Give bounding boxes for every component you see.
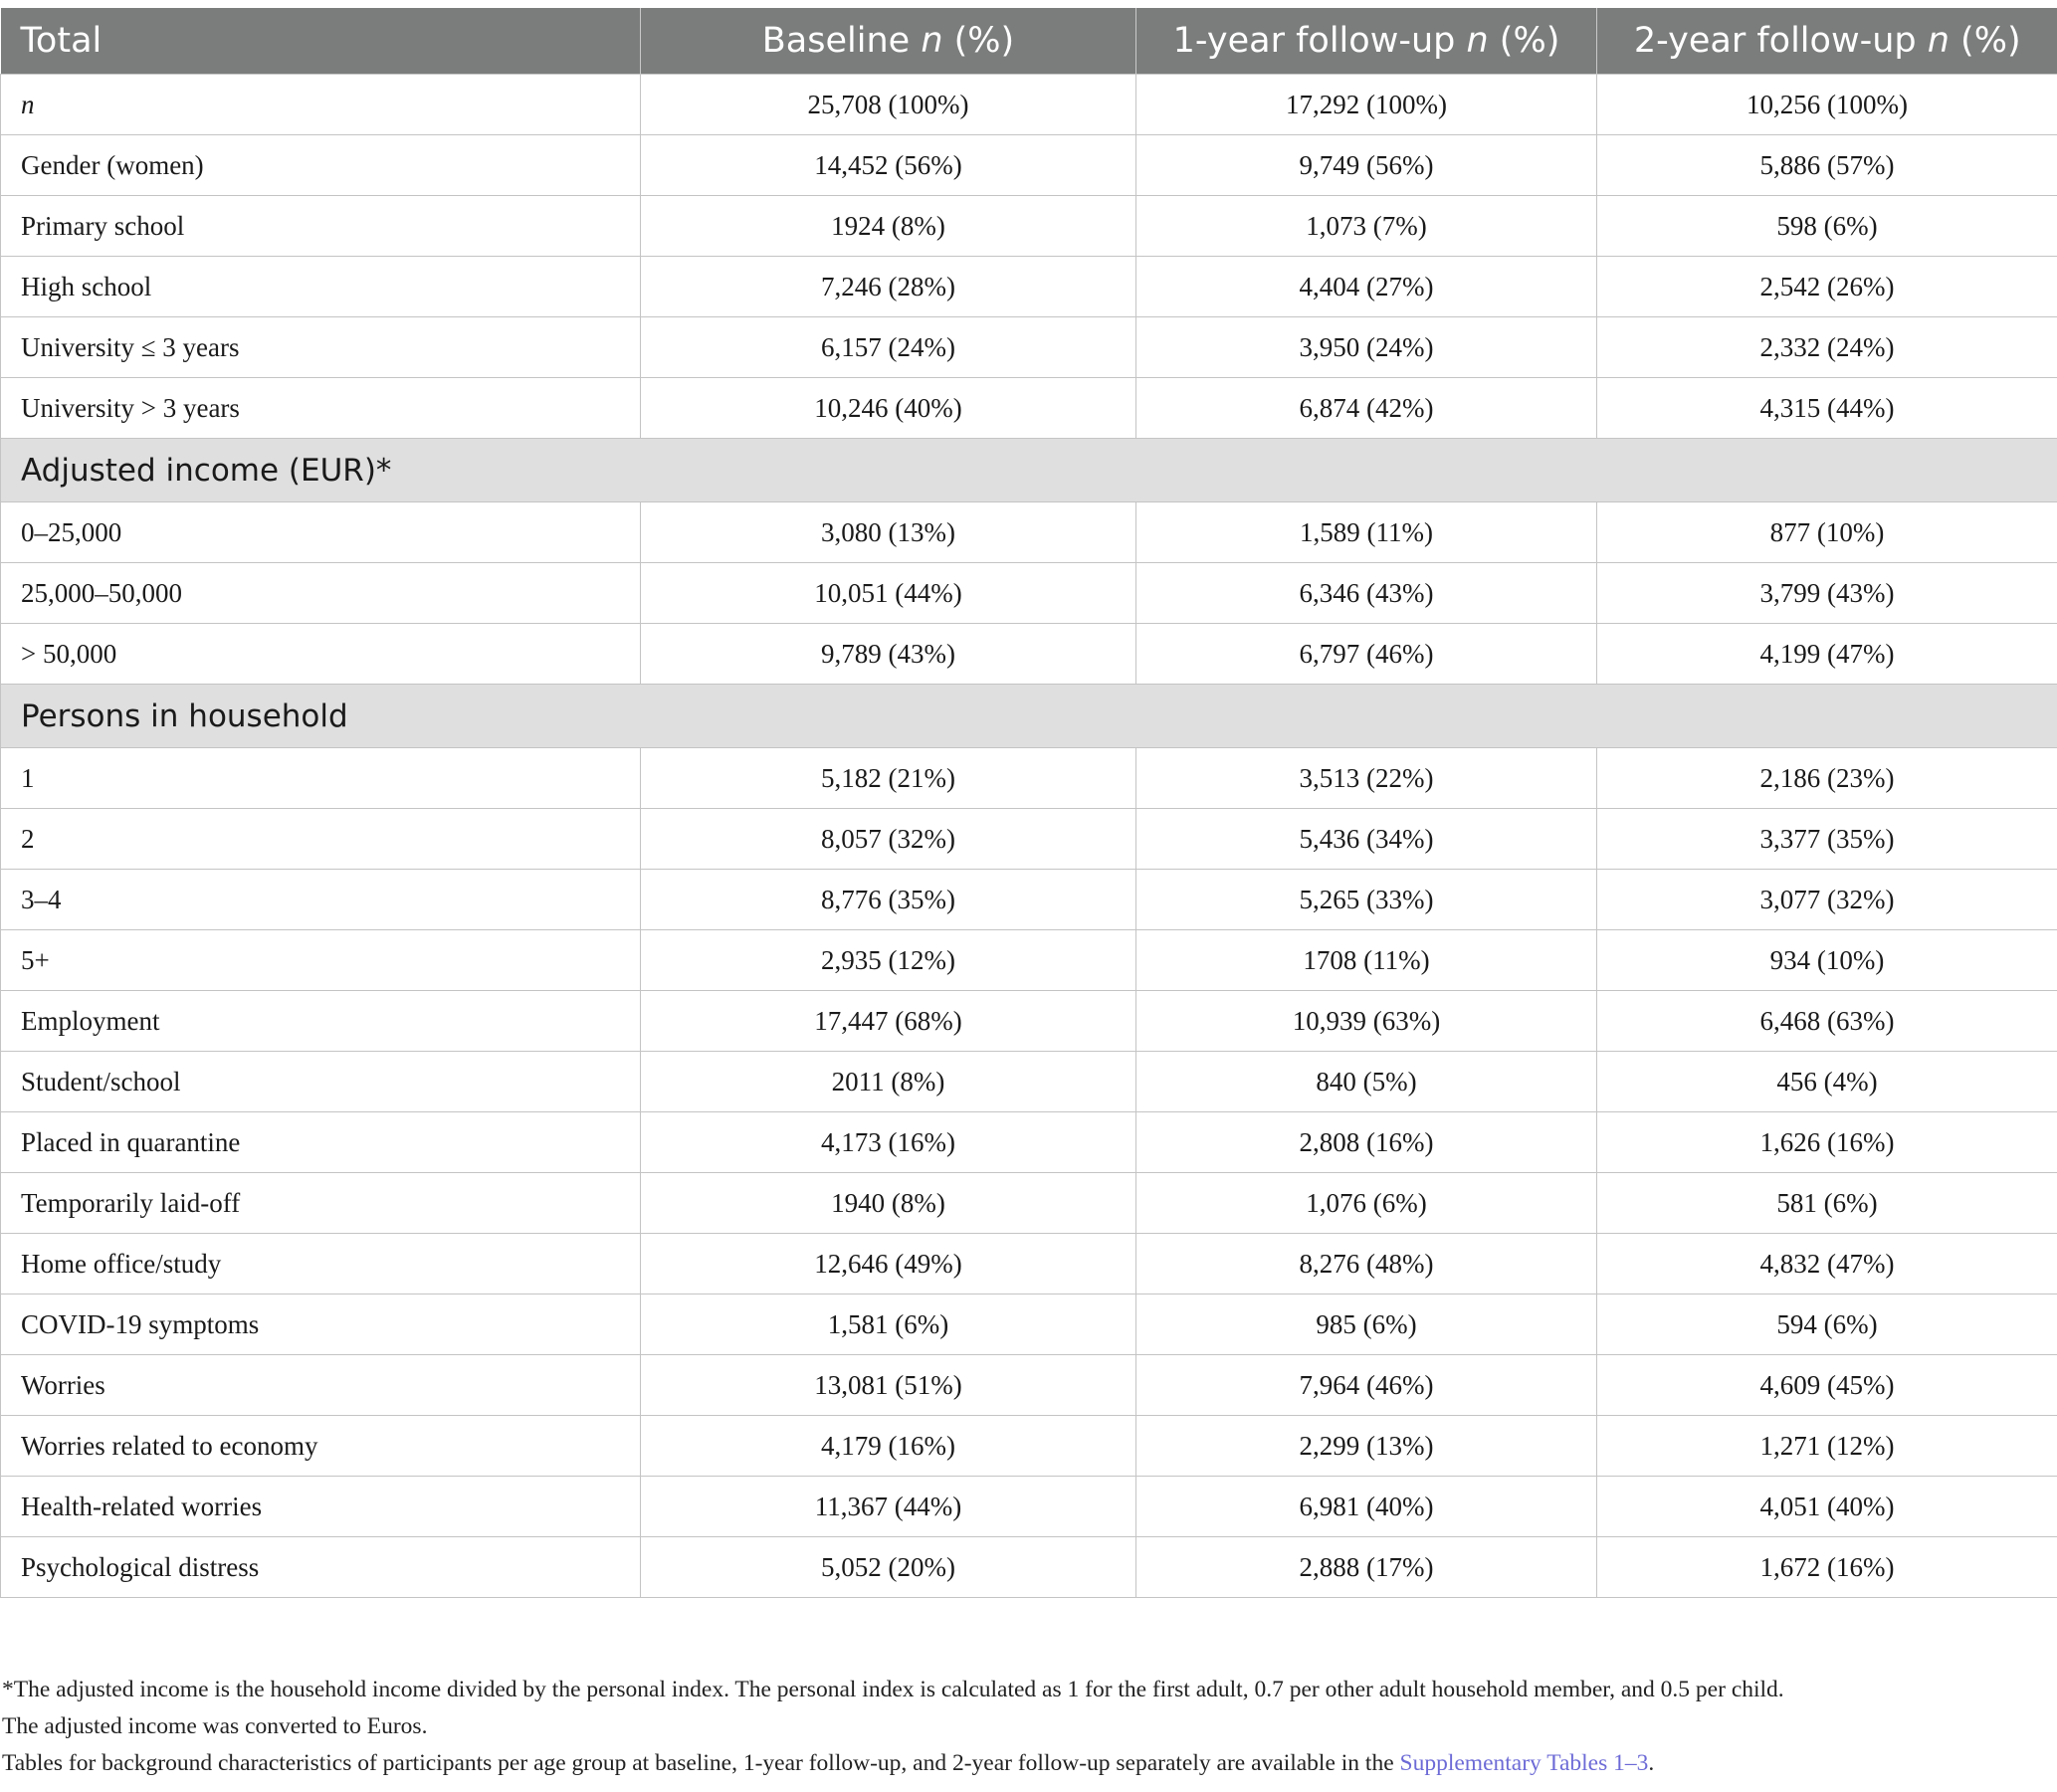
table-row: [1, 1416, 2057, 1477]
baseline-value: 5,052 (20%): [641, 1537, 1136, 1598]
background-characteristics-table: [0, 8, 2057, 1598]
baseline-value: 1,581 (6%): [641, 1294, 1136, 1355]
baseline-value: 10,246 (40%): [641, 378, 1136, 439]
row-label: Gender (women): [1, 135, 641, 196]
table-row: [1, 991, 2057, 1052]
baseline-value: 10,051 (44%): [641, 563, 1136, 624]
row-label: Placed in quarantine: [1, 1112, 641, 1173]
row-label: 1: [1, 748, 641, 809]
one-year-value: 985 (6%): [1136, 1294, 1597, 1355]
table-row: [1, 378, 2057, 439]
header-n-symbol: n: [1466, 21, 1489, 61]
table-row: [1, 75, 2057, 135]
two-year-value: 456 (4%): [1597, 1052, 2057, 1112]
two-year-value: 4,609 (45%): [1597, 1355, 2057, 1416]
row-label: n: [1, 75, 641, 135]
two-year-value: 1,271 (12%): [1597, 1416, 2057, 1477]
one-year-value: 1,589 (11%): [1136, 502, 1597, 563]
row-label: Employment: [1, 991, 641, 1052]
two-year-value: 6,468 (63%): [1597, 991, 2057, 1052]
baseline-value: 5,182 (21%): [641, 748, 1136, 809]
one-year-value: 6,346 (43%): [1136, 563, 1597, 624]
one-year-value: 9,749 (56%): [1136, 135, 1597, 196]
table-row: [1, 1173, 2057, 1234]
row-label: Worries: [1, 1355, 641, 1416]
table-row: [1, 1355, 2057, 1416]
two-year-value: 3,377 (35%): [1597, 809, 2057, 870]
row-label: High school: [1, 257, 641, 317]
row-label: Student/school: [1, 1052, 641, 1112]
baseline-value: 1940 (8%): [641, 1173, 1136, 1234]
table-footnotes: [2, 1672, 2052, 1782]
table-row: [1, 748, 2057, 809]
one-year-value: 8,276 (48%): [1136, 1234, 1597, 1294]
one-year-value: 4,404 (27%): [1136, 257, 1597, 317]
two-year-value: 10,256 (100%): [1597, 75, 2057, 135]
footnote-adjusted-income: *The adjusted income is the household income divided by the personal index. The personal index is calculated as 1 for the first adult, 0.7 per other adult household member, and 0.5 per child.: [2, 1677, 1784, 1702]
one-year-value: 3,950 (24%): [1136, 317, 1597, 378]
row-label: Psychological distress: [1, 1537, 641, 1598]
baseline-value: 6,157 (24%): [641, 317, 1136, 378]
row-label: Temporarily laid-off: [1, 1173, 641, 1234]
one-year-value: 7,964 (46%): [1136, 1355, 1597, 1416]
one-year-value: 6,797 (46%): [1136, 624, 1597, 685]
header-text: 2-year follow-up: [1633, 21, 1928, 61]
two-year-value: 4,199 (47%): [1597, 624, 2057, 685]
row-label: Health-related worries: [1, 1477, 641, 1537]
two-year-value: 2,186 (23%): [1597, 748, 2057, 809]
table-row: [1, 870, 2057, 930]
one-year-value: 1,073 (7%): [1136, 196, 1597, 257]
one-year-value: 2,299 (13%): [1136, 1416, 1597, 1477]
baseline-value: 17,447 (68%): [641, 991, 1136, 1052]
header-suffix: (%): [1488, 21, 1560, 61]
footnote-period: .: [1648, 1750, 1655, 1776]
table-row: [1, 135, 2057, 196]
one-year-value: 5,265 (33%): [1136, 870, 1597, 930]
baseline-value: 4,179 (16%): [641, 1416, 1136, 1477]
footnote-text: Tables for background characteristics of participants per age group at baseline, 1-year follow-up, and 2-year follow-up separately are available in the: [2, 1750, 1400, 1776]
baseline-value: 11,367 (44%): [641, 1477, 1136, 1537]
two-year-value: 594 (6%): [1597, 1294, 2057, 1355]
baseline-value: 9,789 (43%): [641, 624, 1136, 685]
baseline-value: 8,776 (35%): [641, 870, 1136, 930]
header-cell-2-year: [1597, 8, 2057, 75]
footnote-euro-conversion: The adjusted income was converted to Euros.: [2, 1713, 428, 1739]
row-label: Worries related to economy: [1, 1416, 641, 1477]
one-year-value: 17,292 (100%): [1136, 75, 1597, 135]
one-year-value: 1,076 (6%): [1136, 1173, 1597, 1234]
section-header-row: [1, 685, 2057, 748]
header-text: 1-year follow-up: [1172, 21, 1467, 61]
two-year-value: 877 (10%): [1597, 502, 2057, 563]
row-label: 3–4: [1, 870, 641, 930]
table-row: [1, 1112, 2057, 1173]
two-year-value: 5,886 (57%): [1597, 135, 2057, 196]
table-body: [1, 75, 2057, 1598]
table-row: [1, 1052, 2057, 1112]
row-label: 0–25,000: [1, 502, 641, 563]
baseline-value: 2011 (8%): [641, 1052, 1136, 1112]
one-year-value: 1708 (11%): [1136, 930, 1597, 991]
row-label: University > 3 years: [1, 378, 641, 439]
two-year-value: 4,051 (40%): [1597, 1477, 2057, 1537]
header-n-symbol: n: [921, 21, 943, 61]
baseline-value: 12,646 (49%): [641, 1234, 1136, 1294]
two-year-value: 1,672 (16%): [1597, 1537, 2057, 1598]
one-year-value: 5,436 (34%): [1136, 809, 1597, 870]
two-year-value: 598 (6%): [1597, 196, 2057, 257]
header-n-symbol: n: [1927, 21, 1950, 61]
two-year-value: 1,626 (16%): [1597, 1112, 2057, 1173]
one-year-value: 2,808 (16%): [1136, 1112, 1597, 1173]
two-year-value: 3,799 (43%): [1597, 563, 2057, 624]
one-year-value: 840 (5%): [1136, 1052, 1597, 1112]
supplementary-tables-link[interactable]: Supplementary Tables 1–3: [1399, 1750, 1649, 1776]
footnote-supplementary: [2, 1745, 2052, 1782]
baseline-value: 14,452 (56%): [641, 135, 1136, 196]
header-text: Total: [20, 21, 103, 61]
header-text: Baseline: [761, 21, 922, 61]
table-row: [1, 1294, 2057, 1355]
header-cell-baseline: [641, 8, 1136, 75]
two-year-value: 4,832 (47%): [1597, 1234, 2057, 1294]
header-row: [1, 8, 2057, 75]
table-row: [1, 317, 2057, 378]
section-header-cell: Adjusted income (EUR)*: [1, 439, 2057, 502]
one-year-value: 2,888 (17%): [1136, 1537, 1597, 1598]
table-row: [1, 196, 2057, 257]
header-suffix: (%): [942, 21, 1015, 61]
row-label: Home office/study: [1, 1234, 641, 1294]
table-row: [1, 809, 2057, 870]
two-year-value: 2,542 (26%): [1597, 257, 2057, 317]
one-year-value: 3,513 (22%): [1136, 748, 1597, 809]
row-label: 25,000–50,000: [1, 563, 641, 624]
header-cell-1-year: [1136, 8, 1597, 75]
two-year-value: 934 (10%): [1597, 930, 2057, 991]
row-label: 2: [1, 809, 641, 870]
baseline-value: 1924 (8%): [641, 196, 1136, 257]
baseline-value: 7,246 (28%): [641, 257, 1136, 317]
row-label: University ≤ 3 years: [1, 317, 641, 378]
section-header-cell: Persons in household: [1, 685, 2057, 748]
header-suffix: (%): [1949, 21, 2021, 61]
baseline-value: 4,173 (16%): [641, 1112, 1136, 1173]
baseline-value: 2,935 (12%): [641, 930, 1136, 991]
one-year-value: 6,981 (40%): [1136, 1477, 1597, 1537]
two-year-value: 4,315 (44%): [1597, 378, 2057, 439]
table-row: [1, 502, 2057, 563]
two-year-value: 3,077 (32%): [1597, 870, 2057, 930]
row-label: Primary school: [1, 196, 641, 257]
table-row: [1, 930, 2057, 991]
table-row: [1, 1477, 2057, 1537]
table-row: [1, 257, 2057, 317]
table-row: [1, 624, 2057, 685]
table-row: [1, 1537, 2057, 1598]
row-label: > 50,000: [1, 624, 641, 685]
one-year-value: 6,874 (42%): [1136, 378, 1597, 439]
row-label: 5+: [1, 930, 641, 991]
two-year-value: 2,332 (24%): [1597, 317, 2057, 378]
row-label: COVID-19 symptoms: [1, 1294, 641, 1355]
table-row: [1, 1234, 2057, 1294]
one-year-value: 10,939 (63%): [1136, 991, 1597, 1052]
baseline-value: 13,081 (51%): [641, 1355, 1136, 1416]
table-row: [1, 563, 2057, 624]
baseline-value: 3,080 (13%): [641, 502, 1136, 563]
baseline-value: 25,708 (100%): [641, 75, 1136, 135]
header-cell-total: [1, 8, 641, 75]
baseline-value: 8,057 (32%): [641, 809, 1136, 870]
section-header-row: [1, 439, 2057, 502]
two-year-value: 581 (6%): [1597, 1173, 2057, 1234]
